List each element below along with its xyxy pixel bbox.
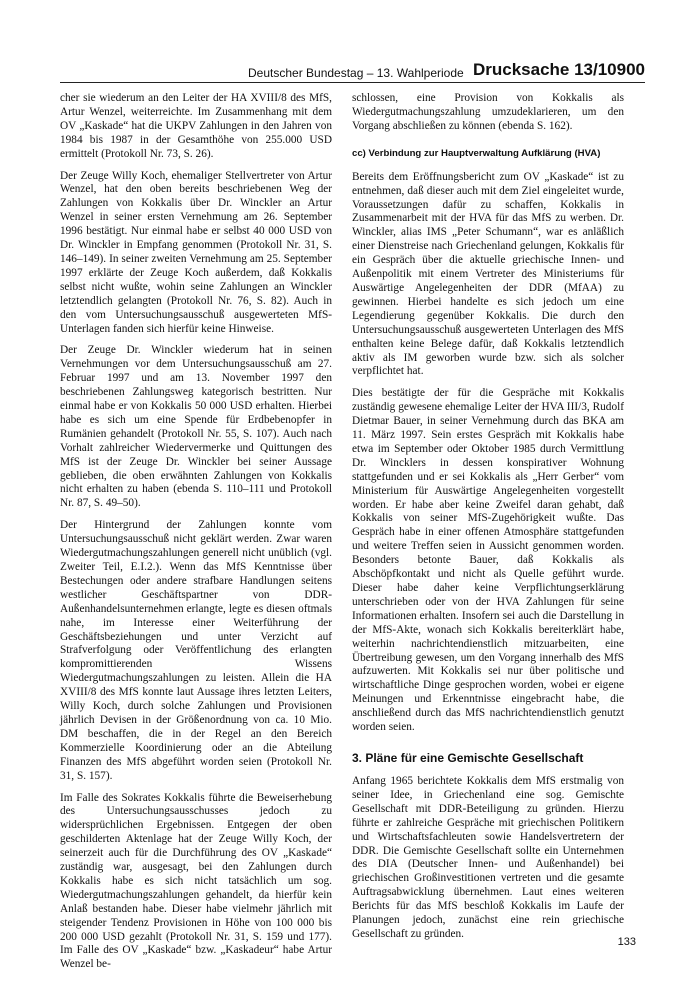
left-column — [60, 92, 332, 980]
paragraph: cher sie wiederum an den Leiter der HA XVIII/8 des MfS, Artur Wenzel, weiterreichte. Im Zusammenhang mit dem OV „Kaskade“ hat die UKPV Zahlungen in den Jahren von 1984 bis 1987 in der Gesamthöhe von 255.000 USD ermittelt (Protokoll Nr. 73, S. 26). — [60, 92, 332, 160]
paragraph: Der Zeuge Dr. Winckler wiederum hat in seinen Vernehmungen vor dem Untersuchungsausschuß am 27. Februar 1997 und am 13. November 1997 den beschriebenen Zahlungsweg kategorisch bestritten. Nur einmal habe er von Kokkalis 50 000 USD erhalten. Hierbei habe es sich um eine Spende für Erdbebenopfer in Rumänien gehandelt (Protokoll Nr. 55, S. 107). Auch nach Vorhalt zahlreicher Wiedervermerke und Quittungen des MfS ist der Zeuge Dr. Winckler bei seiner Aussage geblieben, die oben erwähnten Zahlungen von Kokkalis nicht erhalten zu haben (ebenda S. 110–111 und Protokoll Nr. 87, S. 49–50). — [60, 344, 332, 510]
section-heading: 3. Pläne für eine Gemischte Gesellschaft — [352, 750, 584, 765]
paragraph: Im Falle des Sokrates Kokkalis führte die Beweiserhebung des Untersuchungsausschusses jedoch zu widersprüchlichen Ergebnissen. Entgegen der oben geschilderten Aktenlage hat der Zeuge Willy Koch, der seinerzeit auch für die Durchführung des OV „Kaskade“ zuständig war, ausgesagt, bei den Zahlungen durch Kokkalis habe es sich nicht tatsächlich um sog. Wiedergutmachungszahlungen gehandelt, da hierfür kein Anlaß bestanden habe. Dieser habe vielmehr jährlich mit steigender Tendenz Provisionen in Höhe von 100 000 bis 200 000 USD gezahlt (Protokoll Nr. 31, S. 159 und 177). Im Falle des OV „Kaskade“ bzw. „Kaskadeur“ habe Artur Wenzel be- — [60, 791, 332, 971]
header-rule — [60, 82, 645, 83]
paragraph: Dies bestätigte der für die Gespräche mit Kokkalis zuständig gewesene ehemalige Leiter der HVA III/3, Rudolf Dietmar Bauer, in seiner Vernehmung durch das BKA am 11. März 1997. Sein erstes Gespräch mit Kokkalis habe etwa im September oder Oktober 1985 durch Vermittlung Dr. Wincklers in dessen konspirativer Wohnung stattgefunden und er sei Kokkalis als „Herr Gerber“ vom Ministerium für Auswärtige Angelegenheiten vorgestellt worden. Er habe aber keine Zweifel daran gehabt, daß Kokkalis von seiner MfS-Zugehörigkeit wußte. Das Gespräch habe in einer offenen Atmosphäre stattgefunden und weitere Treffen seien in Aussicht genommen worden. Besonders betonte Bauer, daß Kokkalis als Abschöpfkontakt und nicht als Quelle geführt wurde. Dieser habe daher keine Verpflichtungserklärung unterschrieben oder von der HVA Zahlungen für seine Informationen erhalten. Insofern sei auch die Darstellung in der MfS-Akte, wonach sich Kokkalis bereiterklärt habe, weiterhin nachrichtendienstlich mitzuarbeiten, eine Übertreibung gewesen, um den Vorgang innerhalb des MfS aufzuwerten. Mit Kokkalis sei nur über politische und wirtschaftliche Dinge gesprochen worden, wobei er eigene Meinungen und Erkenntnisse eingebracht habe, die anschließend durch das MfS nachrichtendienstlich genutzt worden seien. — [352, 387, 624, 734]
subsection-heading: cc) Verbindung zur Hauptverwaltung Aufklärung (HVA) — [352, 147, 601, 159]
page-header — [60, 60, 645, 84]
paragraph: Der Zeuge Willy Koch, ehemaliger Stellvertreter von Artur Wenzel, hat den oben bereits beschriebenen Weg der Zahlungen von Kokkalis über Dr. Winckler an Artur Wenzel in seiner ersten Vernehmung am 26. September 1996 bestätigt. Nur einmal habe er selbst 40 000 USD von Dr. Winckler in Empfang genommen (Protokoll Nr. 31, S. 146–149). In seiner zweiten Vernehmung am 25. September 1997 erklärte der Zeuge Koch außerdem, daß Kokkalis selbst nicht wußte, wohin seine Zahlungen an Winckler letztendlich gelangten (Protokoll Nr. 76, S. 82). Auch in den vom Untersuchungsausschuß ausgewerteten MfS-Unterlagen fanden sich hierfür keine Hinweise. — [60, 169, 332, 335]
paragraph: schlossen, eine Provision von Kokkalis als Wiedergutmachungszahlung umzudeklarieren, um den Vorgang abschließen zu können (ebenda S. 162). — [352, 92, 624, 132]
paragraph: Bereits dem Eröffnungsbericht zum OV „Kaskade“ ist zu entnehmen, daß dieser auch mit dem Ziel eingeleitet wurde, Voraussetzungen dafür zu schaffen, Kokkalis in Zusammenarbeit mit der HVA für das MfS zu werben. Dr. Winckler, alias IMS „Peter Schumann“, war es anläßlich einer Dienstreise nach Griechenland gelungen, Kokkalis für ein Gespräch über die aktuelle griechische Innen- und Außenpolitik mit einem Vertreter des Ministeriums für Auswärtige Angelegenheiten der DDR (MfAA) zu gewinnen. Hierbei handelte es sich jedoch um eine Legendierung gegenüber Kokkalis. Die durch den Untersuchungsausschuß ausgewerteten Unterlagen des MfS enthalten keine Belege dafür, daß Kokkalis letztendlich aktiv als IM geworben wurde bzw. sich als solcher verpflichtet hat. — [352, 170, 624, 378]
header-parliament-label: Deutscher Bundestag – 13. Wahlperiode — [248, 66, 464, 80]
header-document-number: Drucksache 13/10900 — [472, 60, 645, 79]
page-number: 133 — [617, 936, 636, 948]
paragraph: Der Hintergrund der Zahlungen konnte vom Untersuchungsausschuß nicht geklärt werden. Zwar waren Wiedergutmachungszahlungen generell nicht unüblich (vgl. Zweiter Teil, E.I.2.). Wenn das MfS Kenntnisse über Bestechungen oder andere strafbare Handlungen seitens westlicher Geschäftspartner von DDR-Außenhandelsunternehmen erlangte, legte es diesen oftmals nahe, im Interesse einer Weiterführung der Geschäftsbeziehungen und unter Verzicht auf Strafverfolgung oder Veröffentlichung des erlangten kompromittierenden Wissens Wiedergutmachungszahlungen zu leisten. Allein die HA XVIII/8 des MfS konnte laut Aussage ihres letzten Leiters, Willy Koch, durch solche Zahlungen und Provisionen jährlich Devisen in der Größenordnung von ca. 10 Mio. DM beschaffen, die in der Regel an den Bereich Kommerzielle Koordinierung oder an die Abteilung Finanzen des MfS abgeführt worden seien (Protokoll Nr. 31, S. 157). — [60, 519, 332, 782]
right-column — [352, 92, 624, 950]
paragraph: Anfang 1965 berichtete Kokkalis dem MfS erstmalig von seiner Idee, in Griechenland eine sog. Gemischte Gesellschaft mit DDR-Beteiligung zu gründen. Hierzu führte er zahlreiche Gespräche mit griechischen Politikern und Wirtschaftsfachleuten sowie Handelsvertretern der DDR. Die Gemischte Gesellschaft sollte ein Unternehmen des DIA (Deutscher Innen- und Außenhandel) bei griechischen Großinvestitionen vertreten und die gesamte Auftragsabwicklung übernehmen. Laut eines weiteren Berichts für das MfS beschloß Kokkalis im Laufe der Planungen jedoch, zunächst eine rein griechische Gesellschaft zu gründen. — [352, 774, 624, 940]
